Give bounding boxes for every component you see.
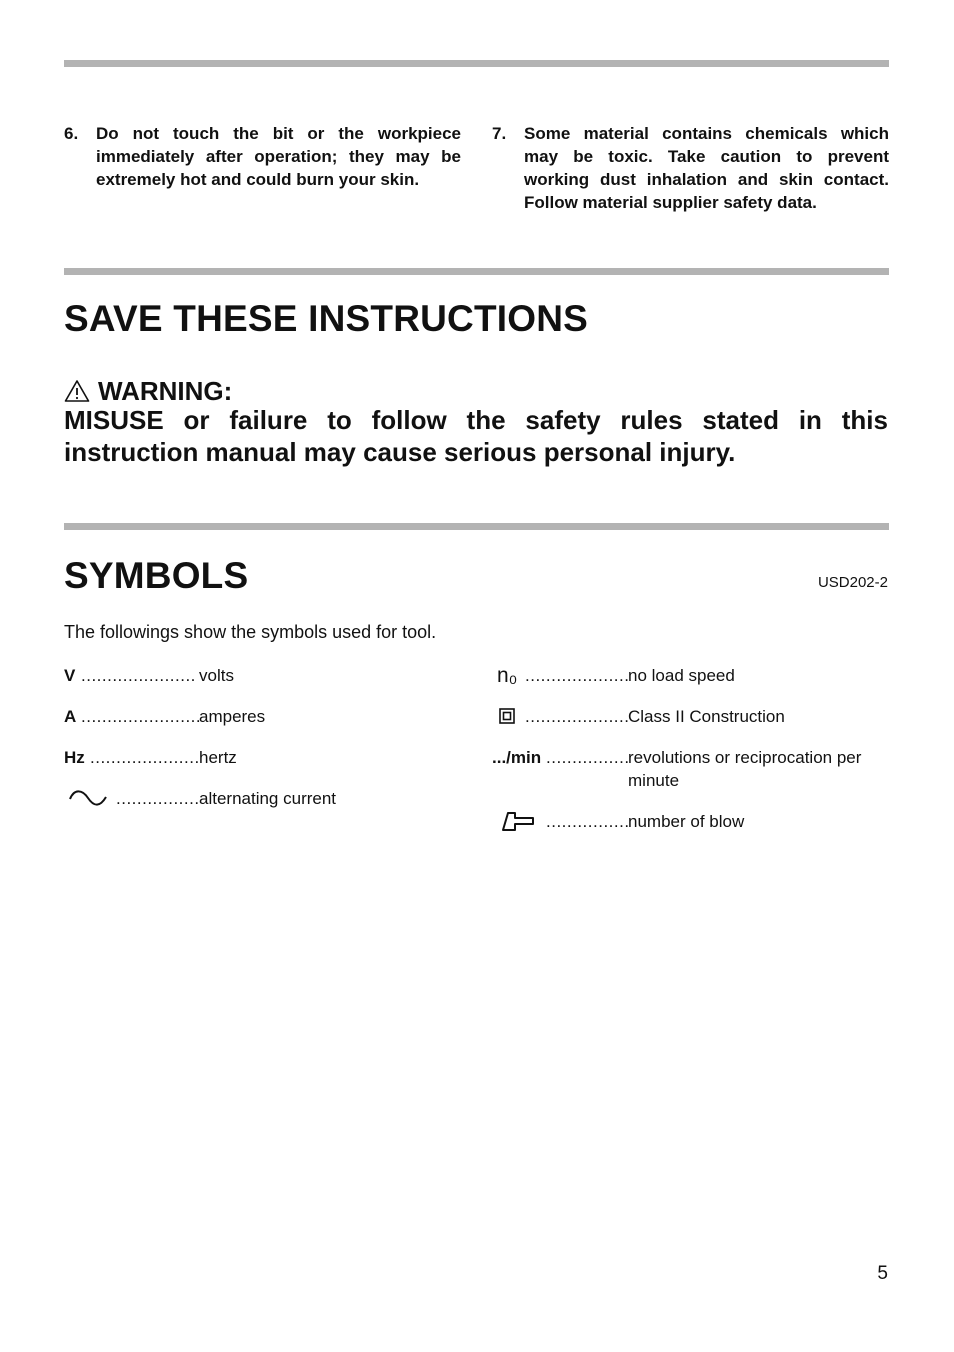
save-instructions-heading: SAVE THESE INSTRUCTIONS xyxy=(64,298,589,339)
no-load-speed-symbol: n₀ xyxy=(497,664,518,687)
warning-label: WARNING: xyxy=(98,376,233,406)
symbol-row-amperes xyxy=(64,705,464,728)
leader-dots: ....................... xyxy=(81,707,202,726)
symbol-description: hertz xyxy=(199,748,237,767)
warning-triangle-icon xyxy=(64,379,90,403)
leader-dots: ................ xyxy=(116,789,200,808)
symbol-key: V xyxy=(64,666,76,685)
section-divider xyxy=(64,268,889,275)
symbol-row-number-of-blow xyxy=(492,810,892,833)
alternating-current-icon xyxy=(68,787,108,809)
leader-dots: ...................... xyxy=(81,666,196,685)
symbol-description: number of blow xyxy=(628,812,745,831)
safety-item-6 xyxy=(64,122,461,191)
item-number: 7. xyxy=(492,124,507,143)
top-divider xyxy=(64,60,889,67)
leader-dots: .................... xyxy=(525,666,630,685)
symbol-row-alternating-current xyxy=(64,787,464,810)
leader-dots: ................ xyxy=(546,812,630,831)
symbol-description: no load speed xyxy=(628,666,735,685)
symbol-description: revolutions or reciprocation per minute xyxy=(628,748,862,790)
item-text: Some material contains chemicals which may be toxic. Take caution to prevent working dust inhalation and skin contact. Follow material supplier safety data. xyxy=(524,124,889,212)
symbol-description: alternating current xyxy=(199,789,337,808)
symbols-intro: The followings show the symbols used for tool. xyxy=(64,622,437,642)
warning-body: MISUSE or failure to follow the safety rules stated in this instruction manual may cause serious personal injury. xyxy=(64,405,888,467)
hammer-blow-icon xyxy=(501,810,535,832)
symbol-description: amperes xyxy=(199,707,266,726)
symbol-row-per-minute xyxy=(492,746,892,792)
symbol-row-no-load-speed xyxy=(492,664,892,687)
class-ii-construction-icon xyxy=(499,708,515,724)
document-code: USD202-2 xyxy=(817,574,888,591)
page-number: 5 xyxy=(877,1263,888,1284)
item-number: 6. xyxy=(64,124,79,143)
section-divider xyxy=(64,523,889,530)
safety-item-7 xyxy=(492,122,889,214)
leader-dots: ..................... xyxy=(90,748,200,767)
item-text: Do not touch the bit or the workpiece immediately after operation; they may be extremely hot and could burn your skin. xyxy=(96,124,461,189)
symbol-key: A xyxy=(64,707,77,726)
warning-title xyxy=(64,376,232,406)
symbol-description: Class II Construction xyxy=(628,707,785,726)
symbol-key: .../min xyxy=(492,748,542,767)
symbol-row-class-ii xyxy=(492,705,892,728)
symbol-row-volts xyxy=(64,664,464,687)
leader-dots: .................... xyxy=(525,707,630,726)
symbol-row-hertz xyxy=(64,746,464,769)
symbols-heading: SYMBOLS xyxy=(64,555,249,596)
symbol-description: volts xyxy=(199,666,234,685)
symbol-key: Hz xyxy=(64,748,85,767)
leader-dots: ................ xyxy=(546,748,630,767)
